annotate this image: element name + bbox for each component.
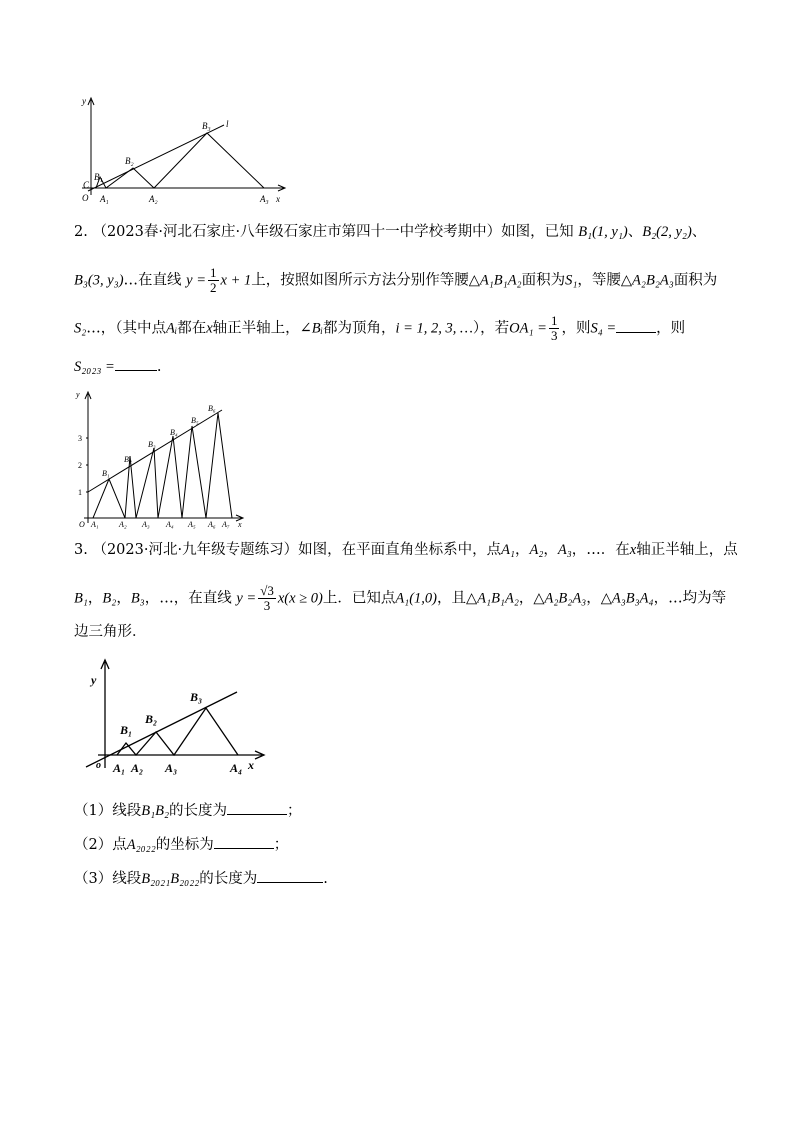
fig3-line: [86, 692, 237, 767]
text: ，则: [561, 320, 591, 337]
text: ），若: [472, 320, 510, 337]
fig2-zigzag: [93, 413, 232, 518]
frac-den: 3: [550, 328, 558, 343]
problem3-q3: [74, 868, 328, 889]
comma: ，: [514, 542, 530, 558]
problem3-q1: [74, 800, 302, 821]
x-var: x: [629, 542, 637, 558]
point-A2: A₂: [529, 542, 544, 558]
fig3-label-B3: B₃: [190, 690, 203, 704]
fig2-label-A7: A₇: [222, 520, 230, 529]
fig2-ytick-2: 2: [78, 461, 82, 470]
fig1-label-A2: A₂: [149, 194, 158, 204]
answer-blank-q2[interactable]: [214, 834, 274, 849]
fig3-label-B2: B₂: [145, 712, 158, 726]
equation-lhs: y =: [236, 590, 257, 607]
point-B3: B₃(3, y₃): [74, 272, 124, 289]
problem2-line4: [74, 356, 161, 377]
point-B2: B₂: [102, 590, 117, 607]
problem3-q2: [74, 834, 288, 855]
fig2-label-O: O: [79, 520, 85, 529]
text: 都在: [177, 320, 207, 337]
equation-rhs: x + 1: [220, 272, 252, 289]
fig2-label-A4: A₄: [166, 520, 174, 529]
point-B2: B₂(2, y₂): [642, 224, 692, 240]
figure-1: [74, 95, 294, 207]
semicolon: ；: [287, 803, 302, 819]
fraction-half: [208, 266, 219, 295]
text: 的长度为: [199, 871, 258, 887]
ellipsis: …: [123, 272, 139, 289]
problem2-intro: 如图，已知: [501, 224, 574, 240]
x-var: x: [206, 320, 213, 337]
figure-3: [80, 656, 270, 776]
fig2-label-B1: B₁: [102, 469, 110, 478]
text: ，…．在: [571, 542, 630, 558]
q1-number: （1）线段: [74, 803, 142, 819]
S2023: S₂₀₂₃ =: [74, 359, 115, 375]
fig3-label-y: y: [91, 673, 97, 687]
comma: ，: [87, 590, 103, 607]
problem3-line2: [74, 584, 726, 613]
S4: S₄ =: [590, 320, 617, 337]
segment-B1B2: B₁B₂: [141, 803, 170, 819]
point-Ai: Aᵢ: [166, 320, 178, 337]
q2-number: （2）点: [74, 837, 127, 853]
frac-num: √3: [260, 583, 274, 598]
fraction-third: [549, 314, 560, 343]
fig3-label-A4: A₄: [230, 761, 243, 775]
triangle-1: △A₁B₁A₂: [468, 272, 522, 289]
fig1-label-x: x: [276, 194, 280, 204]
semicolon: ；: [273, 837, 289, 853]
fig3-label-A2: A₂: [131, 761, 144, 775]
fig2-line: [88, 410, 222, 492]
fig2-label-A2: A₂: [119, 520, 127, 529]
problem2-line1: [74, 222, 706, 242]
point-A3: A₃: [557, 542, 572, 558]
area-S1: S₁: [565, 272, 578, 289]
problem3-line3: 边三角形．: [74, 624, 147, 640]
answer-blank-q3[interactable]: [257, 868, 323, 883]
area-S2: S₂: [74, 320, 87, 337]
period: .: [323, 871, 328, 887]
comma: ，: [116, 590, 131, 607]
text: 面积为: [673, 272, 718, 289]
frac-den: 2: [210, 280, 217, 295]
fig2-label-B6: B₆: [208, 404, 216, 413]
text: 在直线: [138, 272, 182, 289]
fig2-label-B4: B₄: [170, 428, 178, 437]
fig3-label-A3: A₃: [165, 761, 178, 775]
point-B3: B₃: [130, 590, 145, 607]
fig1-label-O: O: [82, 193, 89, 203]
equation-rhs: x(x ≥ 0): [277, 590, 323, 607]
fig2-label-x: x: [238, 520, 242, 529]
text: 都为顶角，: [322, 320, 396, 337]
sep: 、: [691, 224, 707, 240]
fig1-label-B1: B₁: [94, 172, 103, 182]
fig3-label-A1: A₁: [113, 761, 126, 775]
fig2-label-B3: B₃: [148, 440, 156, 449]
problem3-source: （2023·河北·九年级专题练习）: [92, 542, 299, 558]
frac-den: 3: [263, 598, 271, 613]
fig2-label-A3: A₃: [142, 520, 150, 529]
fig2-label-A5: A₅: [188, 520, 196, 529]
OA1: OA₁ =: [509, 320, 547, 337]
fig3-label-x: x: [248, 758, 254, 772]
text: 面积为: [521, 272, 566, 289]
segment-B2021B2022: B₂₀₂₁B₂₀₂₂: [141, 871, 200, 887]
fig2-ytick-3: 3: [78, 434, 82, 443]
problem2-line3: [74, 314, 685, 343]
problem2-line2: [74, 266, 717, 295]
fig1-label-A3: A₃: [260, 194, 269, 204]
problem3-line1: [74, 540, 738, 560]
point-B1: B₁: [74, 590, 88, 607]
fig2-label-B2: B₂: [124, 455, 132, 464]
triangle-1: △A₁B₁A₂: [466, 590, 519, 607]
text: 的长度为: [169, 803, 228, 819]
comma: ，: [586, 590, 601, 607]
text: 的坐标为: [155, 837, 214, 853]
triangle-2: △A₂B₂A₃: [533, 590, 587, 607]
answer-blank-q1[interactable]: [227, 800, 287, 815]
fig2-label-A1: A₁: [91, 520, 99, 529]
fig2-ytick-1: 1: [78, 488, 82, 497]
index-range: i = 1, 2, 3, …: [395, 320, 473, 337]
point-A1-coord: A₁(1,0): [395, 590, 438, 607]
text: ，等腰: [577, 272, 621, 289]
fig1-label-l: l: [226, 119, 229, 129]
problem3-number: 3.: [74, 542, 88, 558]
fig1-zigzag: [96, 133, 264, 188]
fraction-sqrt3-over-3: [258, 584, 276, 613]
fig1-label-B3: B₃: [202, 121, 211, 131]
answer-blank-S2023[interactable]: [115, 356, 157, 371]
q3-number: （3）线段: [74, 871, 142, 887]
text: 轴正半轴上，: [212, 320, 300, 337]
text: 如图，在平面直角坐标系中，点: [298, 542, 502, 558]
problem2-source: （2023春·河北石家庄·八年级石家庄市第四十一中学校考期中）: [92, 224, 502, 240]
fig2-label-y: y: [76, 390, 80, 399]
text: 上，按照如图所示方法分别作等腰: [251, 272, 469, 289]
point-B1: B₁(1, y₁): [578, 224, 628, 240]
answer-blank-S4[interactable]: [616, 318, 656, 333]
fig3-label-O: o: [96, 760, 101, 771]
frac-num: 1: [210, 265, 217, 280]
figure-2: [74, 388, 254, 530]
fig1-label-B2: B₂: [125, 156, 134, 166]
text: ，…，在直线: [144, 590, 232, 607]
fig2-label-B5: B₅: [191, 416, 199, 425]
fig1-label-y: y: [82, 96, 86, 106]
equation-lhs: y =: [186, 272, 207, 289]
fig1-label-A1: A₁: [100, 194, 109, 204]
comma: ，: [518, 590, 534, 607]
text: ，…均为等: [653, 590, 727, 607]
fig1-label-C: C: [83, 180, 90, 190]
triangle-2: △A₂B₂A₃: [620, 272, 674, 289]
triangle-3: △A₃B₃A₄: [600, 590, 654, 607]
problem2-number: 2.: [74, 224, 88, 240]
text: ，且: [437, 590, 467, 607]
comma: ，: [543, 542, 558, 558]
fig2-label-A6: A₆: [208, 520, 216, 529]
point-A2022: A₂₀₂₂: [126, 837, 156, 853]
text: 轴正半轴上，点: [636, 542, 738, 558]
fig3-label-B1: B₁: [120, 723, 133, 737]
text: ，则: [656, 320, 686, 337]
fig1-line-l: [88, 125, 224, 191]
sep: 、: [627, 224, 643, 240]
point-A1: A₁: [501, 542, 515, 558]
text: …，（其中点: [86, 320, 167, 337]
text: 上．已知点: [322, 590, 396, 607]
period: .: [156, 359, 162, 375]
fig3-zigzag: [117, 708, 238, 755]
frac-num: 1: [550, 313, 558, 328]
angle-Bi: ∠Bᵢ: [299, 320, 323, 337]
